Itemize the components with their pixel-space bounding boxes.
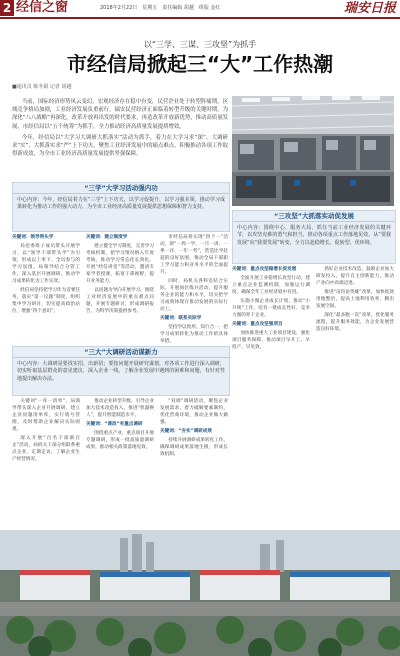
- column-paragraph: 同时，局机关各科室结合实际，开展岗位练兵活动，提升服务企业的能力和水平，切实把学习成效体现在推动发展的实际行动上。: [160, 279, 228, 312]
- newspaper-name: 瑞安日报: [343, 1, 396, 16]
- factory-workshop-photo: [232, 96, 394, 206]
- byline: ■通讯员 陈冬娟 记者 胡越: [12, 84, 72, 90]
- column-paragraph: 实施小微企业成长计划，推动“小升规”工作，培育一批成长性好、竞争力强的骨干企业。: [232, 299, 310, 318]
- section1-box: [12, 182, 230, 232]
- column-paragraph: 关键词：“课改”有重点调研: [86, 422, 143, 427]
- lead-paragraph: 当前，国际经济形势风云变幻，宏观经济存在稳中有变，民营企业处于转型阵痛期，区域竞争格局加剧，工业经济发展负重前行，瑞安民营经济正面临着转型升级的关键时期。为深化“八八战略”再深化，改革开放再出发的时代要求，再造改革开放新优势，推动高质量发展，市经信局以“五个统筹”为抓手，全力推动经济高质量发展提质增效。: [12, 99, 228, 130]
- industrial-park-aerial-photo: [0, 530, 400, 656]
- section2-column: [160, 398, 228, 526]
- column-paragraph: 围绕重点产业、重点项目开展专题调研，形成一批高质量调研成果，推动相关政策落地见效。: [86, 431, 154, 450]
- page-number: 2: [0, 0, 14, 16]
- section1-summary: 中心内容：今年，经信局着力在“三学”上下功夫，以学习促提升，以学习强本领，推动学习成果转化为推动工作的强大动力，为全市工业经济高质量发展提供思想保障和智力支持。: [17, 197, 225, 211]
- lead-text: [12, 98, 228, 161]
- lead-paragraph: 今年，经信局以“大学习大调研大抓落实”活动为抓手，着力在大学习求“深”、大调研求“实”、大抓落实求“严”上下功夫，聚焦工业经济发展中的痛点难点，积极推动各项工作取得新成效，为全市工业经济高质量发展提供坚强保障。: [12, 134, 229, 158]
- column-paragraph: 关键词：“夯实”调研成效: [160, 429, 212, 434]
- column-paragraph: 关键词：联系实际学: [160, 316, 202, 321]
- column-paragraph: 市经信局将实现“四个一”活动，即“一周一学、一月一讲、一季一评、一年一考”，营造比学赶超的良好氛围，推动全局干部职工学习能力和业务水平的全面提升。: [160, 235, 228, 275]
- section1-column: [160, 234, 228, 344]
- column-paragraph: 推动企业转型升级，引导企业加大技术改造投入，推进“机器换人”，提升智能制造水平。: [86, 399, 154, 418]
- header-rule: [0, 17, 400, 19]
- section3-column: [316, 266, 394, 526]
- column-paragraph: 建立健全学习制度，完善学习考核机制，把学习情况纳入年度考核，推动学习常态化长效化。开展“经信讲堂”等活动，邀请专家学者授课，拓宽干部视野，提升业务能力。: [86, 244, 154, 284]
- section1-column: [12, 234, 80, 344]
- section1-title: “三学”大学习活动强内功: [13, 183, 229, 194]
- column-paragraph: 全面开展工业稳增长攻坚行动，建立重点企业监测机制，加强运行调度，确保全年工业经济稳中有进。: [232, 276, 310, 295]
- headline-kicker: 以“三学、三谋、三攻坚”为抓手: [143, 40, 257, 49]
- column-paragraph: 关键词：重点攻坚强项目: [232, 322, 283, 327]
- section2-summary: 中心内容：大调研是要找实招、出新招；要按问题开展研究谋划，对各项工作进行深入调研，切实听取基层群众的意见建议，深入企业一线，了解企业发展中遇到的困难和问题，有针对性地提出解决办法。: [17, 361, 225, 382]
- column-paragraph: 抓好企业技术改造，鼓励企业加大研发投入，提升自主创新能力，推动产业向中高端迈进。: [316, 267, 394, 286]
- section2-column: [12, 398, 80, 526]
- section3-column: [232, 266, 310, 526]
- section-title: 经信之窗: [16, 0, 69, 15]
- issue-meta: 2018年2月22日 星期五 责任编辑 胡越 组版 金红: [100, 5, 221, 11]
- page-headline: 市经信局掀起三“大”工作热潮: [66, 52, 334, 76]
- column-paragraph: 关键词：重点攻坚稳增长促发展: [232, 267, 297, 272]
- column-paragraph: 关键词：建立制度学: [86, 235, 128, 240]
- section2-box: [12, 346, 230, 396]
- column-paragraph: 经信局坚持把学习作为首要任务，落实“第一议题”制度，组织集中学习研讨，切实提高政治站位，增强“四个意识”。: [12, 288, 80, 314]
- section2-column: [86, 398, 154, 526]
- section3-title: “三攻坚”大抓落实动促发展: [233, 211, 395, 222]
- column-paragraph: 关键词“一库一清单”，局领导带头深入企业开展调研，建立企业问题清单库，实行销号管理，及时帮助企业解决实际困难。: [12, 399, 80, 432]
- column-paragraph: 推进“亩均论英雄”改革，加快低效用地整治，提高土地利用效率，腾出发展空间。: [316, 290, 394, 309]
- section3-box: [232, 210, 396, 264]
- column-paragraph: 深入开展“百名干部联百企”活动，局机关干部分组联系重点企业，定期走访，了解企业生产经营情况。: [12, 436, 80, 462]
- section2-title: “三大”大调研活动谋新力: [13, 347, 229, 358]
- column-paragraph: 关键词：领导带头学: [12, 235, 54, 240]
- column-paragraph: 以问题为导向开展学习，围绕工业经济发展中的重点难点问题，开展专题研讨，形成调研报告，为科学决策提供参考。: [86, 288, 154, 314]
- section3-summary: 中心内容：围绕中心、服务大局，抓住当前工业经济发展的关键环节，以攻坚克难的勇气和担当，推动各项重点工作落地见效。从“要我发展”向“我要发展”转变，全力以赴稳增长、促转型、优环境。: [237, 225, 391, 246]
- column-paragraph: 深化“最多跑一次”改革，优化服务流程，提升服务效能，为企业发展营造良好环境。: [316, 313, 394, 332]
- column-paragraph: 加快推进重大工业项目建设，强化项目服务保障，推动项目早开工、早投产、早见效。: [232, 331, 310, 350]
- column-paragraph: 持续开展调研成果转化工作，确保调研成果落地生根，形成长效机制。: [160, 438, 228, 457]
- column-paragraph: 坚持学以致用、知行合一，把学习成果转化为推动工作的具体举措。: [160, 325, 228, 344]
- column-paragraph: “双调”调研活动，聚焦企业发展需求，着力破解要素制约，优化营商环境，推动企业做大做强。: [160, 399, 228, 425]
- column-paragraph: 局党委班子成员带头开展学习，以“领导干部带头学”为引领，形成以上率下、全员参与的学习氛围。局领导结合分管工作，深入基层开展调研，推动学习成果转化为工作实效。: [12, 244, 80, 284]
- section1-column: [86, 234, 154, 344]
